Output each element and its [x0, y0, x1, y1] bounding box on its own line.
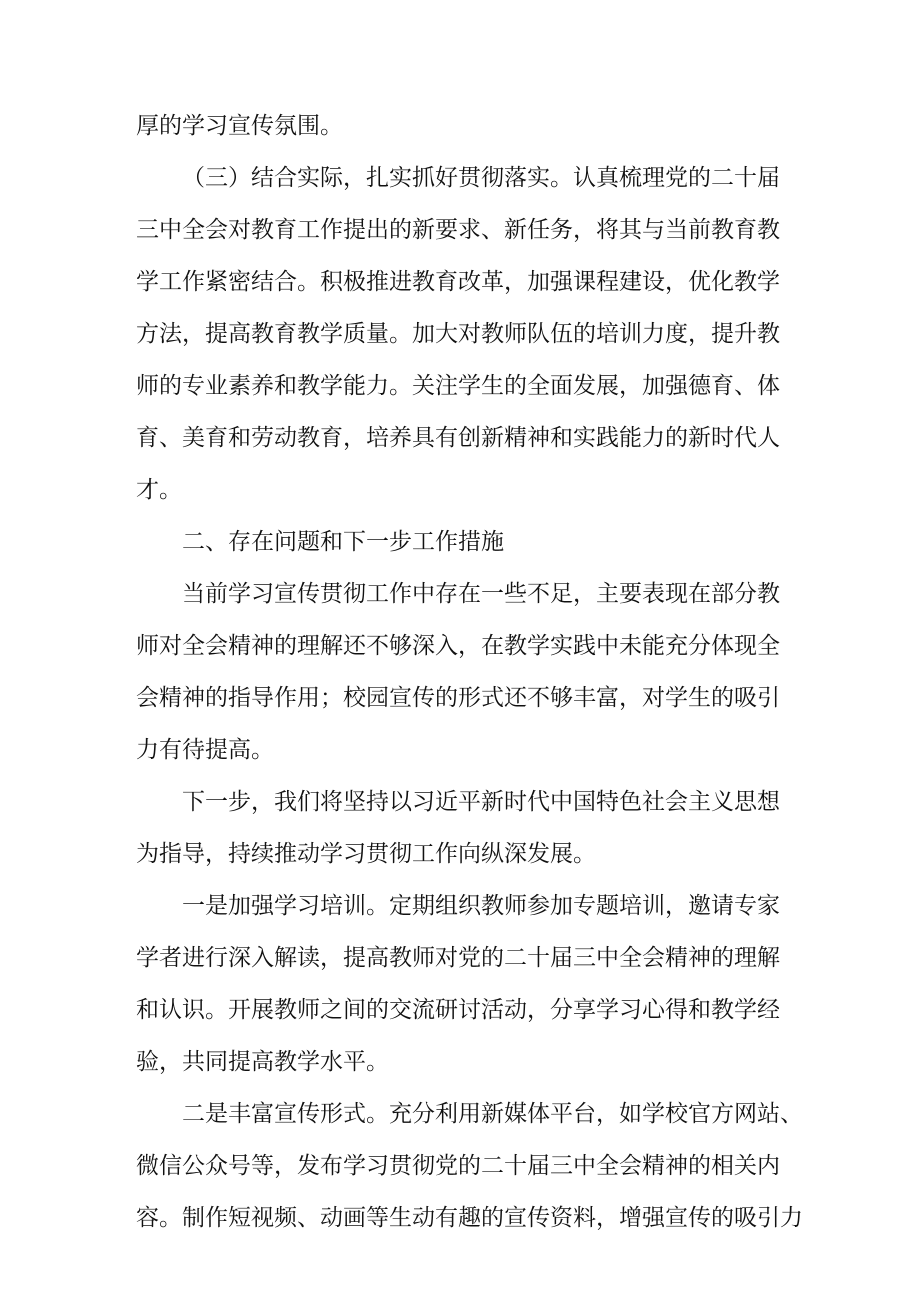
line-text: 三中全会对教育工作提出的新要求、新任务，将其与当前教育教 [136, 217, 780, 243]
line-text: 为指导，持续推动学习贯彻工作向纵深发展。 [136, 841, 596, 867]
line-text: 力有待提高。 [136, 737, 274, 763]
line-text: 才。 [136, 477, 182, 503]
line-text: 当前学习宣传贯彻工作中存在一些不足，主要表现在部分教 [182, 581, 780, 607]
line-text: 学工作紧密结合。积极推进教育改革，加强课程建设，优化教学 [136, 269, 780, 295]
line-text: 会精神的指导作用；校园宣传的形式还不够丰富，对学生的吸引 [136, 685, 780, 711]
line-text: 育、美育和劳动教育，培养具有创新精神和实践能力的新时代人 [136, 425, 780, 451]
text-line [0, 990, 920, 1030]
line-text: 容。制作短视频、动画等生动有趣的宣传资料，增强宣传的吸引力 [136, 1205, 803, 1231]
text-line [0, 1094, 920, 1134]
line-text: 师对全会精神的理解还不够深入，在教学实践中未能充分体现全 [136, 633, 780, 659]
line-text: 和认识。开展教师之间的交流研讨活动，分享学习心得和教学经 [136, 997, 780, 1023]
text-line [0, 314, 920, 354]
text-line [0, 210, 920, 250]
text-line [0, 678, 920, 718]
text-line [0, 418, 920, 458]
text-line [0, 470, 920, 510]
line-text: 下一步，我们将坚持以习近平新时代中国特色社会主义思想 [182, 789, 780, 815]
text-line [0, 886, 920, 926]
text-line [0, 1198, 920, 1238]
text-line [0, 106, 920, 146]
line-text: 方法，提高教育教学质量。加大对教师队伍的培训力度，提升教 [136, 321, 780, 347]
line-text: 学者进行深入解读，提高教师对党的二十届三中全会精神的理解 [136, 945, 780, 971]
line-text: 微信公众号等，发布学习贯彻党的二十届三中全会精神的相关内 [136, 1153, 780, 1179]
text-line [0, 782, 920, 822]
line-text: 师的专业素养和教学能力。关注学生的全面发展，加强德育、体 [136, 373, 780, 399]
text-line [0, 1146, 920, 1186]
line-text: 厚的学习宣传氛围。 [136, 113, 343, 139]
subheading-3 [0, 158, 920, 198]
line-text: （三）结合实际，扎实抓好贯彻落实。认真梳理党的二十届 [182, 165, 780, 191]
heading-text: 二、存在问题和下一步工作措施 [182, 529, 504, 555]
text-line [0, 730, 920, 770]
text-line [0, 366, 920, 406]
text-line [0, 1042, 920, 1082]
line-text: 二是丰富宣传形式。充分利用新媒体平台，如学校官方网站、 [182, 1101, 803, 1127]
line-text: 一是加强学习培训。定期组织教师参加专题培训，邀请专家 [182, 893, 780, 919]
text-line [0, 938, 920, 978]
text-line [0, 834, 920, 874]
section-heading-2 [0, 522, 920, 562]
text-line [0, 574, 920, 614]
text-line [0, 262, 920, 302]
text-line [0, 626, 920, 666]
line-text: 验，共同提高教学水平。 [136, 1049, 389, 1075]
